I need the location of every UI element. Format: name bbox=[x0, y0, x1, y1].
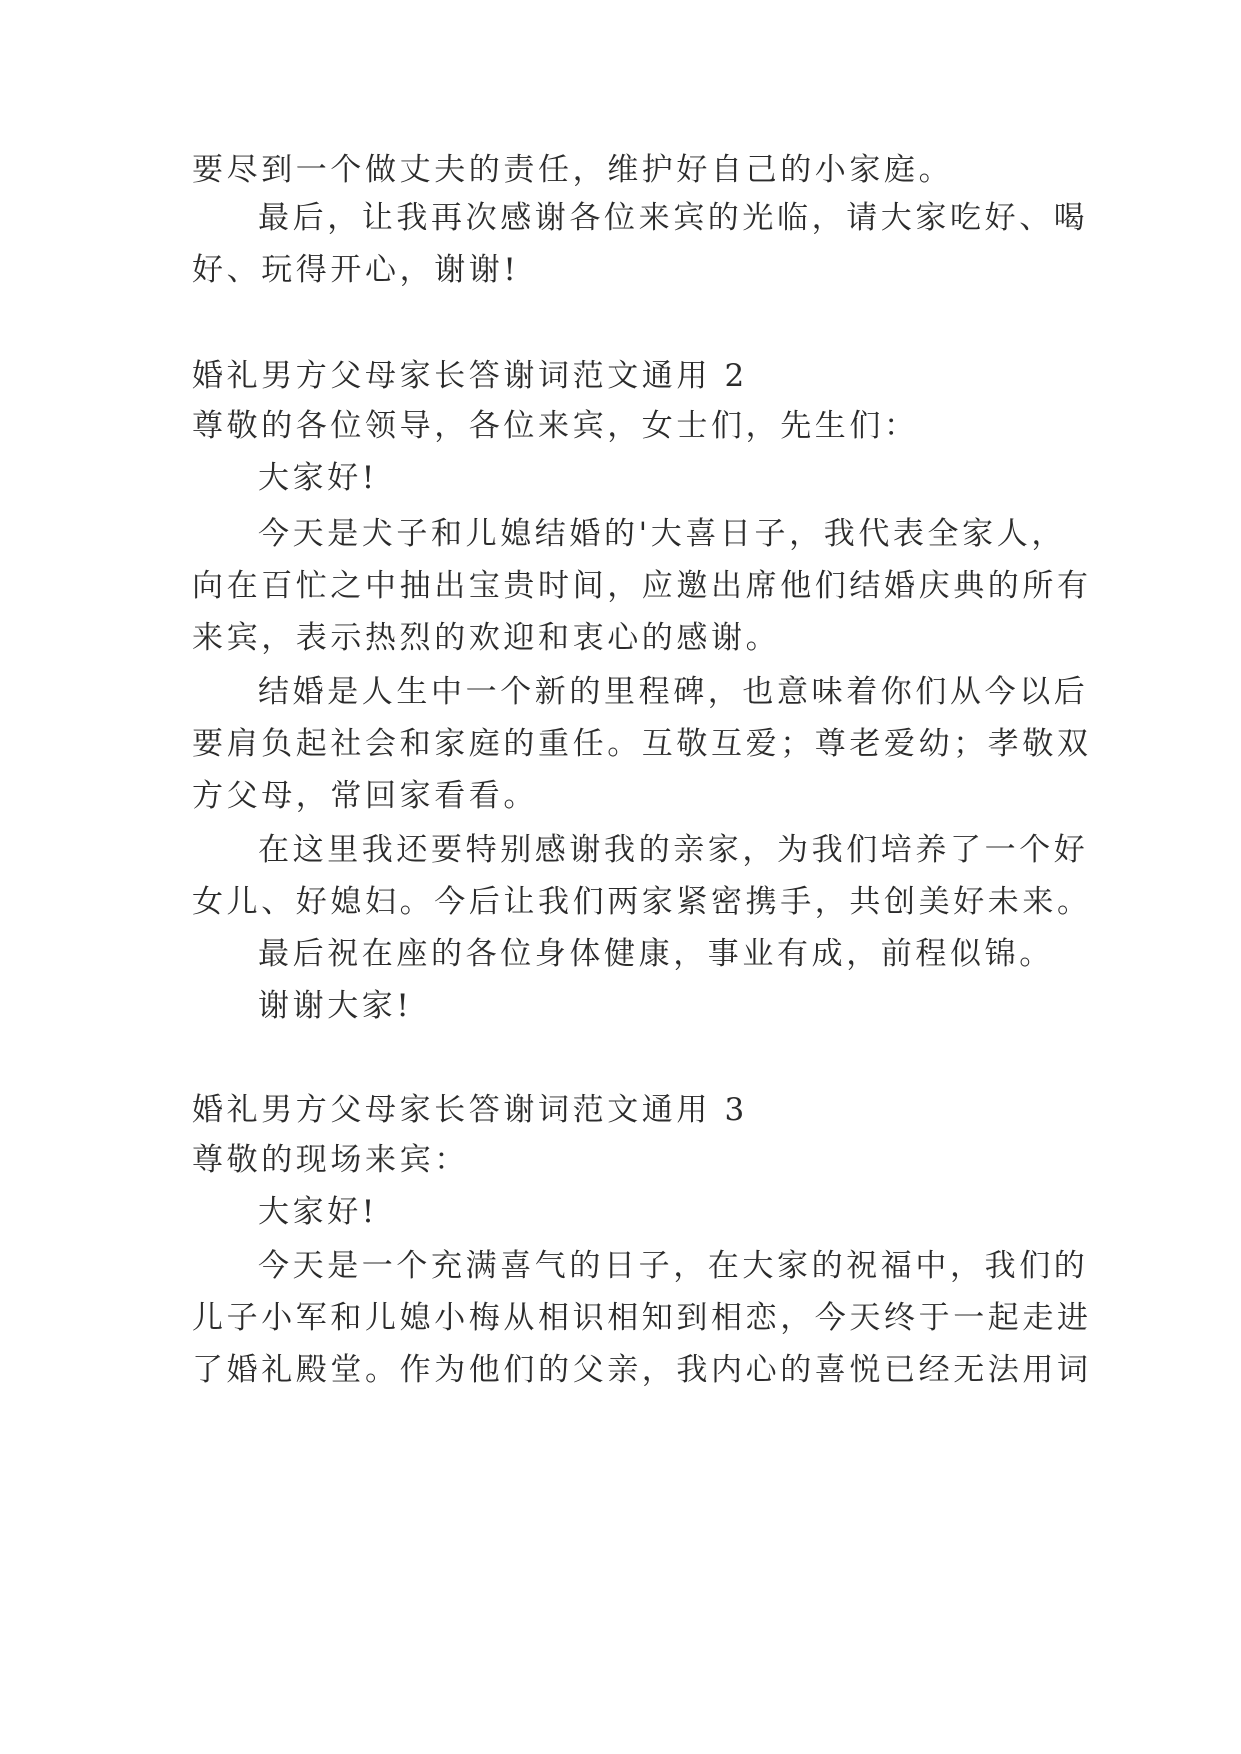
paragraph-line: 今天是一个充满喜气的日子，在大家的祝福中，我们的 bbox=[258, 1248, 1089, 1284]
paragraph-line: 要尽到一个做丈夫的责任，维护好自己的小家庭。 bbox=[192, 152, 954, 188]
paragraph-line: 最后，让我再次感谢各位来宾的光临，请大家吃好、喝 bbox=[258, 200, 1089, 236]
paragraph-line: 方父母，常回家看看。 bbox=[192, 778, 538, 814]
paragraph-line: 结婚是人生中一个新的里程碑，也意味着你们从今以后 bbox=[258, 674, 1089, 710]
paragraph-line: 了婚礼殿堂。作为他们的父亲，我内心的喜悦已经无法用词 bbox=[192, 1352, 1092, 1388]
paragraph-line: 女儿、好媳妇。今后让我们两家紧密携手，共创美好未来。 bbox=[192, 884, 1092, 920]
closing-line: 谢谢大家! bbox=[258, 988, 413, 1024]
paragraph-line: 今天是犬子和儿媳结婚的'大喜日子，我代表全家人， bbox=[258, 516, 1066, 552]
paragraph-line: 要肩负起社会和家庭的重任。互敬互爱；尊老爱幼；孝敬双 bbox=[192, 726, 1092, 762]
section-title: 婚礼男方父母家长答谢词范文通用 3 bbox=[192, 1092, 748, 1128]
paragraph-line: 好、玩得开心，谢谢! bbox=[192, 252, 520, 288]
paragraph-line: 儿子小军和儿媳小梅从相识相知到相恋，今天终于一起走进 bbox=[192, 1300, 1092, 1336]
greeting: 大家好! bbox=[258, 460, 378, 496]
paragraph-line: 最后祝在座的各位身体健康，事业有成，前程似锦。 bbox=[258, 936, 1054, 972]
paragraph-line: 向在百忙之中抽出宝贵时间，应邀出席他们结婚庆典的所有 bbox=[192, 568, 1092, 604]
salutation: 尊敬的现场来宾： bbox=[192, 1142, 469, 1178]
paragraph-line: 来宾，表示热烈的欢迎和衷心的感谢。 bbox=[192, 620, 781, 656]
salutation: 尊敬的各位领导，各位来宾，女士们，先生们： bbox=[192, 408, 919, 444]
section-title: 婚礼男方父母家长答谢词范文通用 2 bbox=[192, 358, 748, 394]
paragraph-line: 在这里我还要特别感谢我的亲家，为我们培养了一个好 bbox=[258, 832, 1089, 868]
greeting: 大家好! bbox=[258, 1194, 378, 1230]
